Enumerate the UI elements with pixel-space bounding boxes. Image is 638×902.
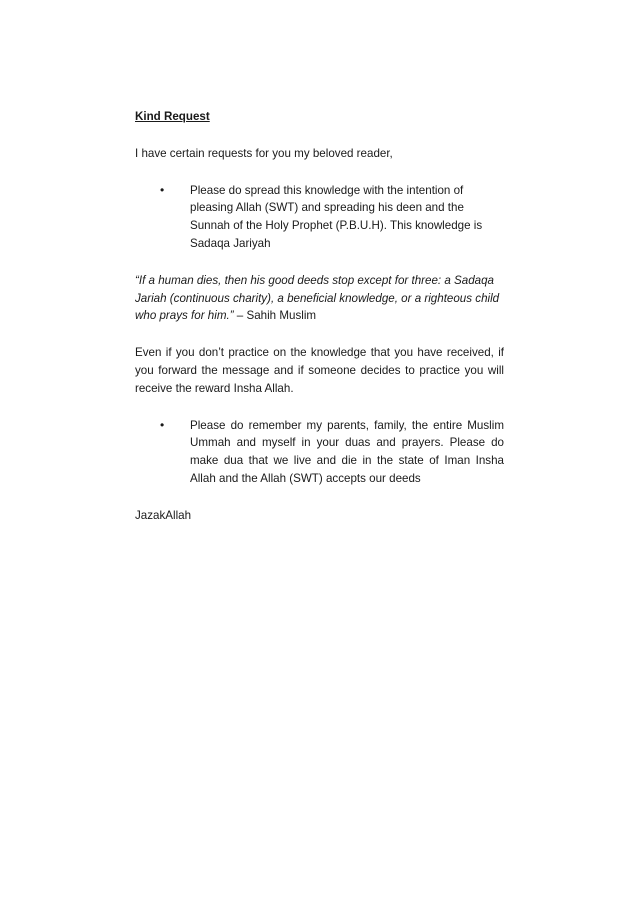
bullet-text: Please do spread this knowledge with the intention of pleasing Allah (SWT) and spreading his deen and the Sunnah of the Holy Prophet (P.B.U.H). This knowledge is Sadaqa Jariyah: [190, 183, 483, 250]
hadith-quote: [135, 272, 504, 325]
bullet-text: Please do remember my parents, family, the entire Muslim Ummah and myself in your duas and prayers. Please do make dua that we live and die in the state of Iman Insha Allah and the Allah (SWT) accepts our deeds: [190, 418, 504, 485]
closing-jazakallah: JazakAllah: [135, 508, 192, 522]
forward-message-paragraph: Even if you don’t practice on the knowledge that you have received, if you forward the message and if someone decides to practice you will receive the reward Insha Allah.: [135, 346, 504, 395]
bullet-marker: •: [160, 182, 165, 197]
bullet-item-spread-knowledge: [135, 182, 504, 253]
heading-kind-request: Kind Request: [135, 110, 210, 123]
document-body: [135, 108, 504, 544]
bullet-item-remember-duas: [135, 417, 504, 488]
intro-paragraph: I have certain requests for you my beloved reader,: [135, 146, 393, 160]
bullet-marker: •: [160, 417, 165, 432]
quote-source: – Sahih Muslim: [233, 309, 317, 323]
quote-text: “If a human dies, then his good deeds stop except for three: a Sadaqa Jariah (continuous charity), a beneficial knowledge, or a righteous child who prays for him.”: [135, 273, 500, 323]
